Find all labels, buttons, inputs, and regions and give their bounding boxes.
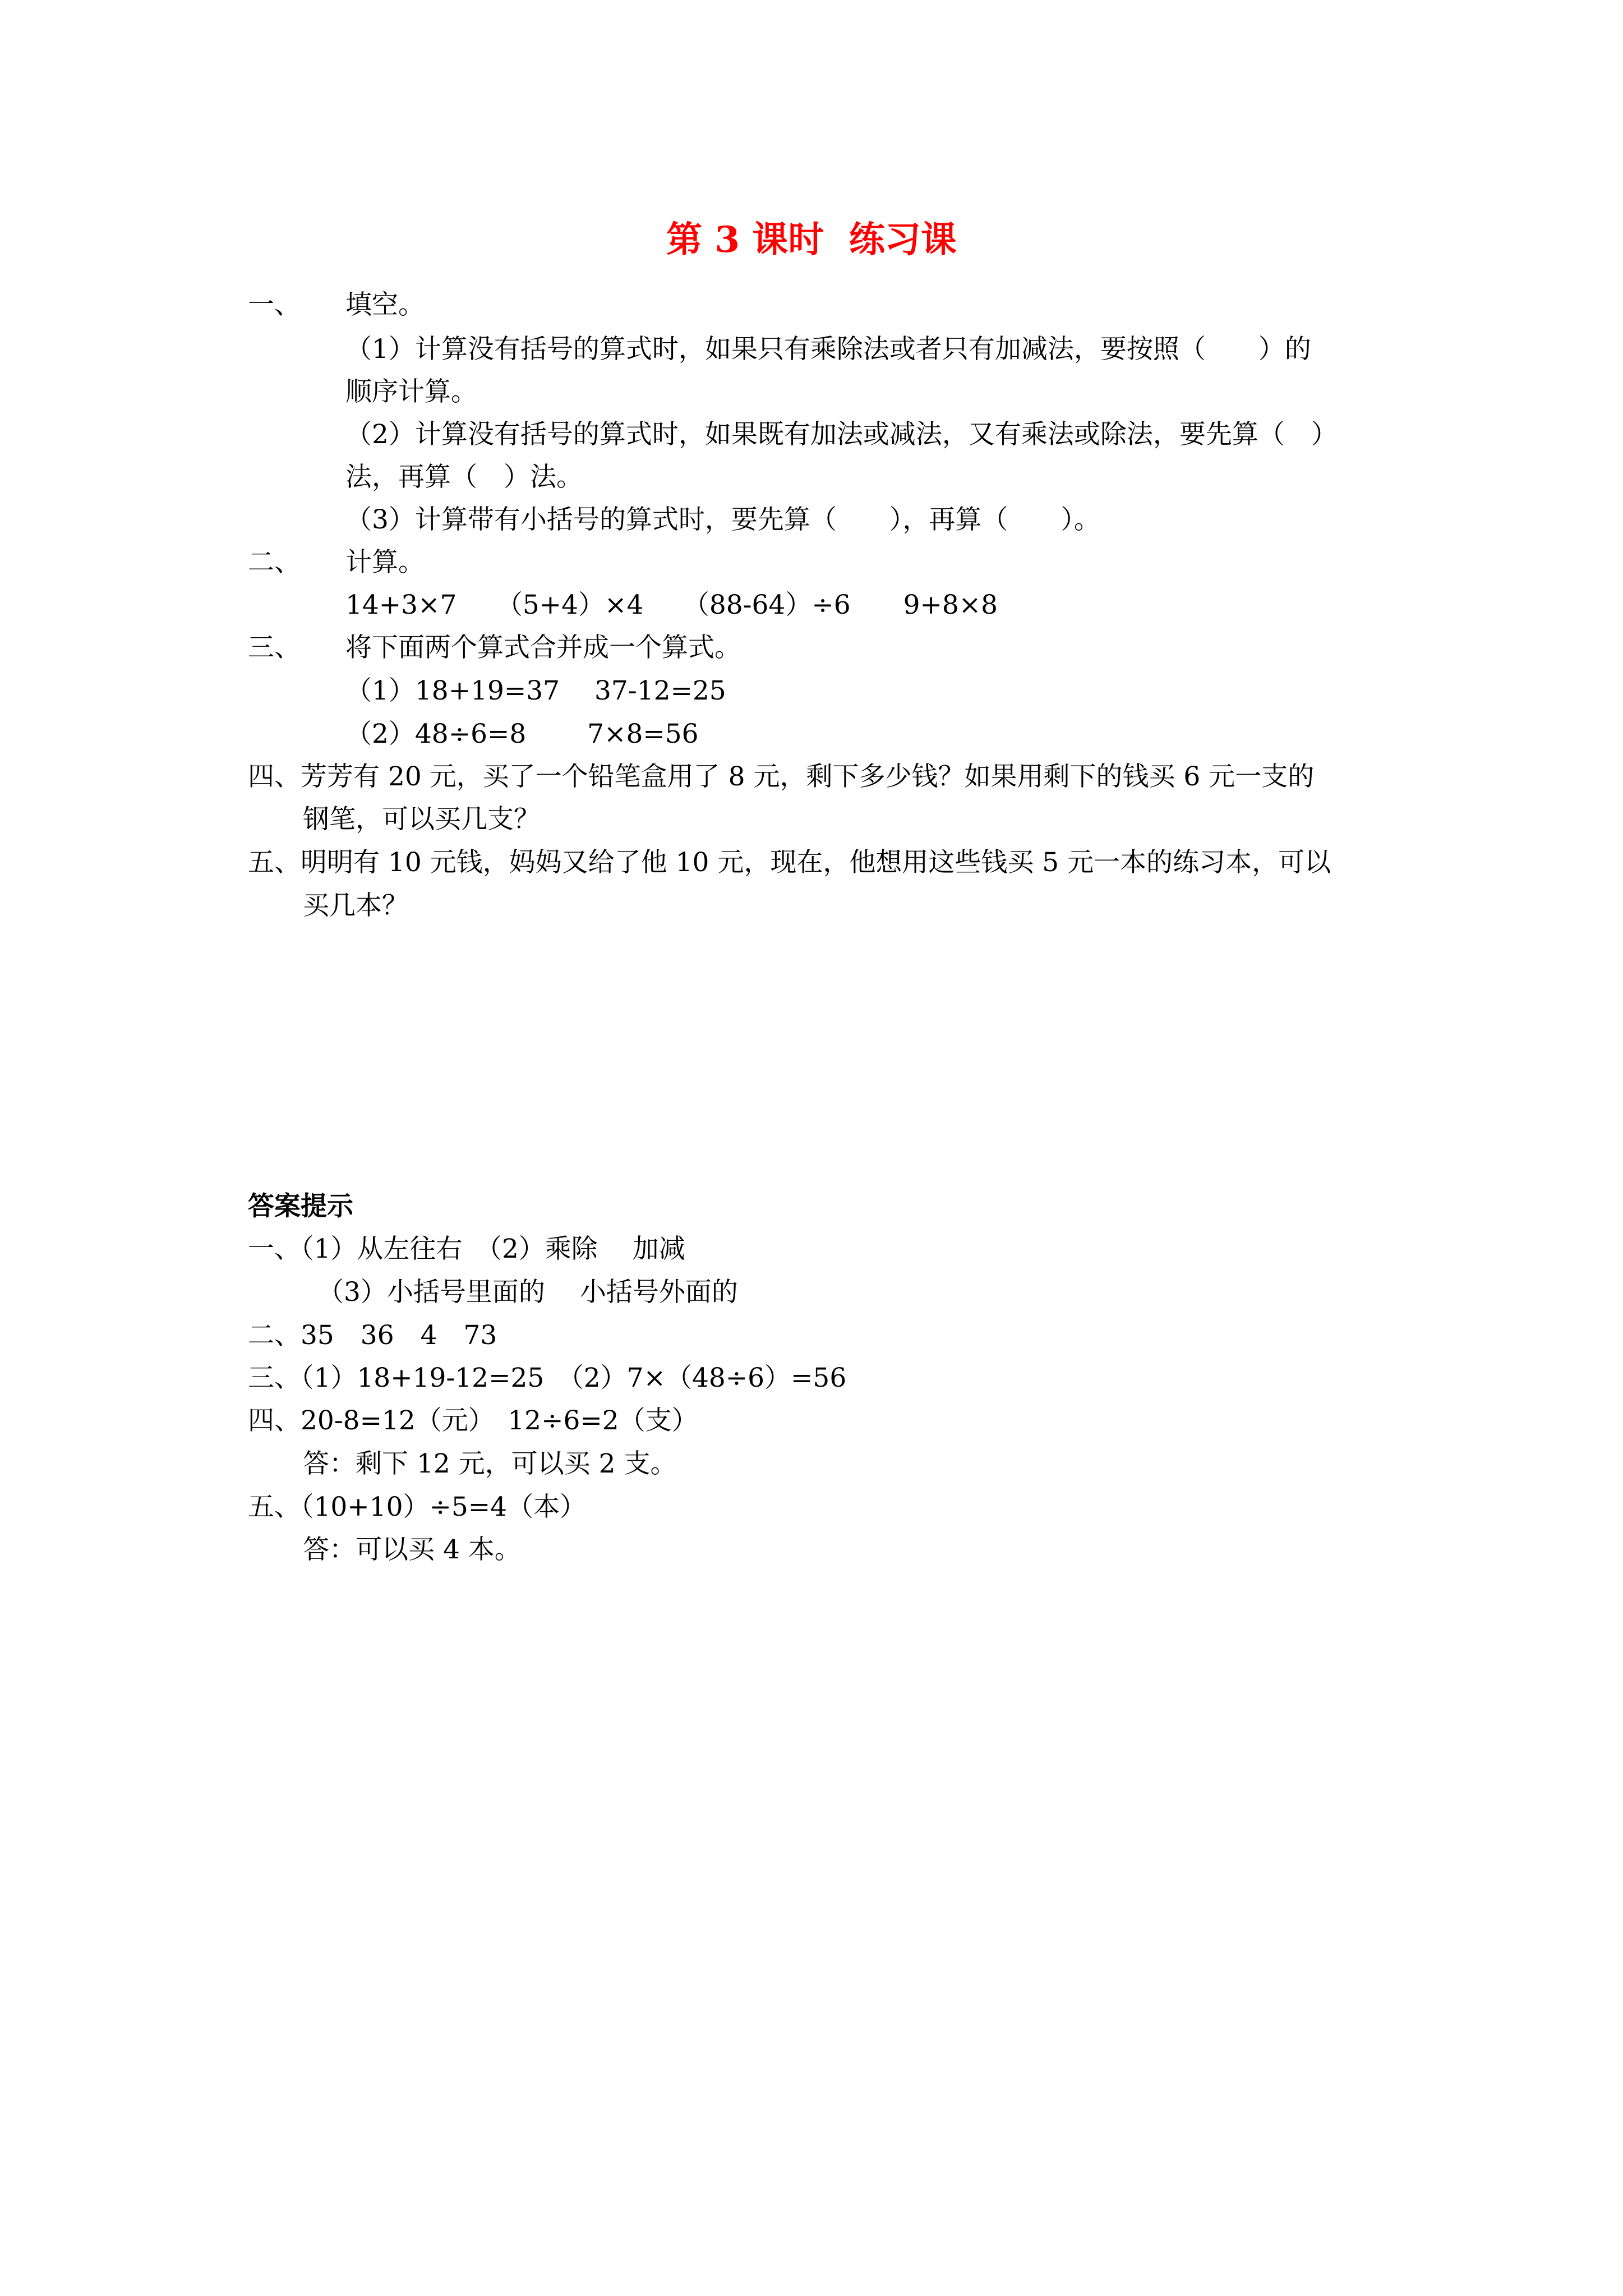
answer-5-line-2: 答：可以买 4 本。: [303, 1534, 521, 1565]
question-4-line-1: 四、芳芳有 20 元，买了一个铅笔盒用了 8 元，剩下多少钱？如果用剩下的钱买 6 元一支的: [248, 761, 1315, 792]
question-3-number: 三、: [248, 632, 301, 663]
answer-4-line-1: 四、20-8=12（元） 12÷6=2（支）: [248, 1405, 698, 1436]
question-1-title: 填空。: [345, 289, 425, 320]
question-1-heading: [248, 283, 425, 327]
question-3-part-1: （1）18+19=37 37-12=25: [345, 675, 726, 706]
answer-3: 三、（1）18+19-12=25 （2）7×（48÷6）=56: [248, 1363, 847, 1393]
question-2-heading: [248, 541, 425, 585]
question-2-expressions: 14+3×7 （5+4）×4 （88-64）÷6 9+8×8: [345, 590, 998, 620]
question-5-line-2: 买几本？: [303, 890, 408, 921]
answer-4-line-2: 答：剩下 12 元，可以买 2 支。: [303, 1448, 677, 1479]
question-1-part-2-line-1: （2）计算没有括号的算式时，如果既有加法或减法，又有乘法或除法，要先算（ ）: [345, 419, 1338, 450]
answer-5-line-1: 五、（10+10）÷5=4（本）: [248, 1492, 587, 1522]
question-3-part-2: （2）48÷6=8 7×8=56: [345, 719, 699, 749]
question-1-part-1-line-2: 顺序计算。: [345, 376, 477, 407]
answer-1-line-1: 一、（1）从左往右 （2）乘除 加减: [248, 1234, 685, 1264]
question-2-number: 二、: [248, 547, 301, 578]
question-3-title: 将下面两个算式合并成一个算式。: [345, 632, 741, 663]
question-1-number: 一、: [248, 289, 301, 320]
answer-2: 二、35 36 4 73: [248, 1320, 497, 1351]
question-3-heading: [248, 626, 741, 670]
question-4-line-2: 钢笔，可以买几支？: [303, 804, 540, 835]
question-5-line-1: 五、明明有 10 元钱，妈妈又给了他 10 元，现在，他想用这些钱买 5 元一本的练习本，可以: [248, 847, 1331, 878]
answers-heading: 答案提示: [248, 1191, 353, 1222]
question-1-part-3: （3）计算带有小括号的算式时，要先算（ ），再算（ ）。: [345, 504, 1100, 535]
answer-1-line-2: （3）小括号里面的 小括号外面的: [317, 1277, 738, 1308]
question-2-title: 计算。: [345, 547, 425, 578]
question-1-part-1-line-1: （1）计算没有括号的算式时，如果只有乘除法或者只有加减法，要按照（ ）的: [345, 334, 1311, 365]
page-title: 第 3 课时 练习课: [666, 219, 957, 261]
question-1-part-2-line-2: 法，再算（ ）法。: [345, 462, 583, 493]
